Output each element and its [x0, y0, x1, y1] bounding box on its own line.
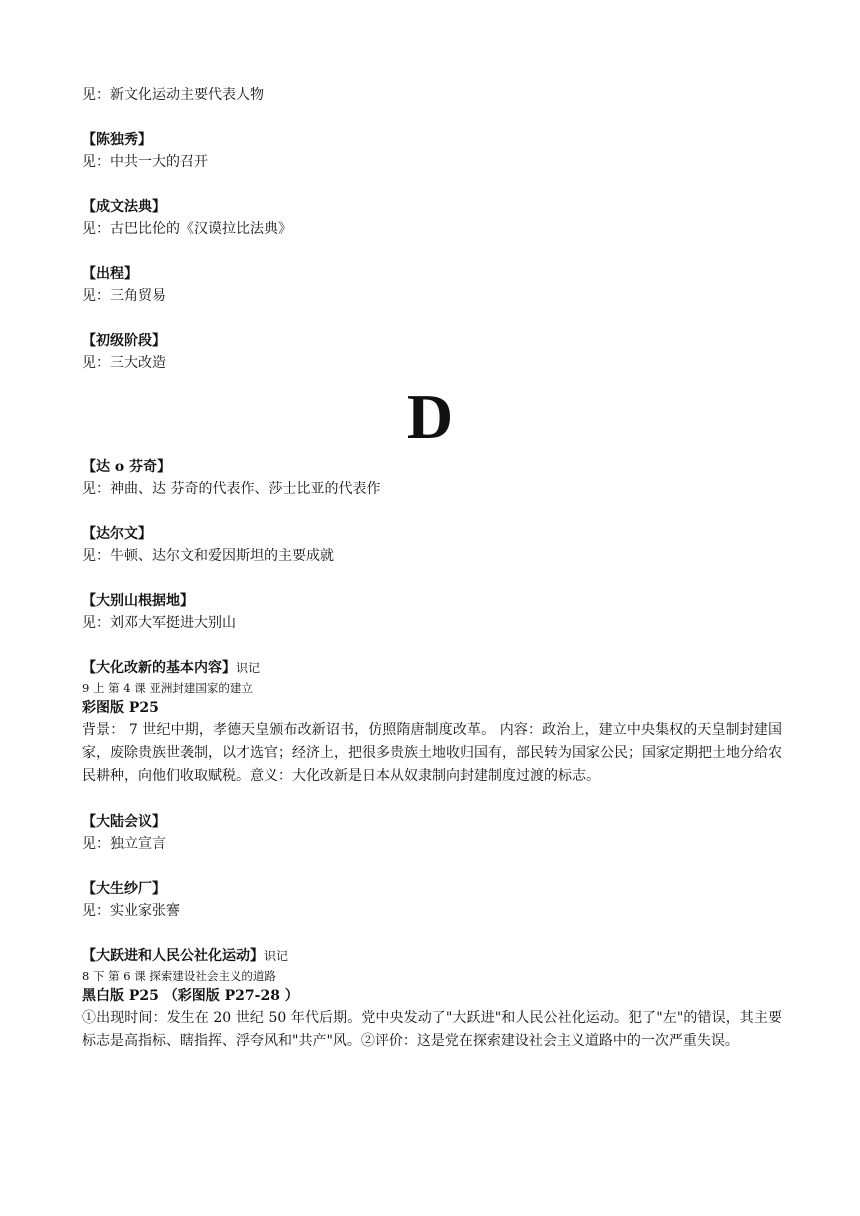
entry-outbound-voyage: [82, 263, 782, 307]
see-reference: 见：古巴比伦的《汉谟拉比法典》: [82, 221, 292, 237]
textbook-version: 黑白版 P25 （彩图版 P27-28 ）: [82, 988, 299, 1004]
see-reference: 见：独立宣言: [82, 836, 166, 852]
see-reference: 见：实业家张謇: [82, 903, 180, 919]
see-reference: 见：刘邓大军挺进大别山: [82, 615, 236, 631]
entry-darwin: [82, 523, 782, 567]
see-reference: 见：神曲、达 芬奇的代表作、莎士比亚的代表作: [82, 481, 381, 497]
entry-body-text: ①出现时间：发生在 20 世纪 50 年代后期。党中央发动了"大跃进"和人民公社化运动。犯了"左"的错误，其主要标志是高指标、瞎指挥、浮夸风和"共产"风。②评价：这是党在探索建设社会主义道路中的一次严重失误。: [82, 1010, 782, 1049]
entry-heading: 【达尔文】: [82, 526, 152, 542]
section-letter: D: [406, 381, 454, 452]
entry-heading: 【达 o 芬奇】: [82, 459, 172, 475]
entry-heading: 【初级阶段】: [82, 333, 166, 349]
entry-written-law-code: [82, 196, 782, 240]
entry-continental-congress: [82, 811, 782, 855]
entry-heading: 【出程】: [82, 266, 138, 282]
entry-tag: 识记: [264, 949, 289, 963]
entry-da-vinci: [82, 456, 782, 500]
see-reference: 见：三角贸易: [82, 288, 166, 304]
entry-taika-reform: [82, 657, 782, 788]
entry-heading-text: 【大化改新的基本内容】: [82, 660, 236, 676]
see-reference: 见：中共一大的召开: [82, 154, 208, 170]
see-reference: 见：牛顿、达尔文和爱因斯坦的主要成就: [82, 548, 334, 564]
entry-heading: 【大生纱厂】: [82, 881, 166, 897]
lesson-reference: 9 上 第 4 课 亚洲封建国家的建立: [82, 681, 253, 695]
entry-heading: 【大陆会议】: [82, 814, 166, 830]
document-page: [82, 84, 782, 1053]
entry-dabie-mountain-base: [82, 590, 782, 634]
entry-heading: [82, 945, 782, 967]
see-reference: 见：新文化运动主要代表人物: [82, 87, 264, 103]
entry-heading: 【大别山根据地】: [82, 593, 194, 609]
entry-heading: 【陈独秀】: [82, 132, 152, 148]
entry-dasheng-mill: [82, 878, 782, 922]
entry-heading: [82, 657, 782, 679]
entry-tag: 识记: [236, 661, 261, 675]
entry-heading-text: 【大跃进和人民公社化运动】: [82, 948, 264, 964]
textbook-version: 彩图版 P25: [82, 700, 159, 716]
entry-primary-stage: [82, 330, 782, 374]
see-reference: 见：三大改造: [82, 355, 166, 371]
entry-chen-duxiu: [82, 129, 782, 173]
entry-heading: 【成文法典】: [82, 199, 166, 215]
entry-body-text: 背景： 7 世纪中期，孝德天皇颁布改新诏书，仿照隋唐制度改革。 内容：政治上，建立中央集权的天皇制封建国家，废除贵族世袭制，以才选官；经济上，把很多贵族土地收归国有，部民转为国家公民；国家定期把土地分给农民耕种，向他们收取赋税。意义：大化改新是日本从奴隶制向封建制度过渡的标志。: [82, 722, 782, 784]
lesson-reference: 8 下 第 6 课 探索建设社会主义的道路: [82, 969, 276, 983]
entry-great-leap-forward: [82, 945, 782, 1053]
